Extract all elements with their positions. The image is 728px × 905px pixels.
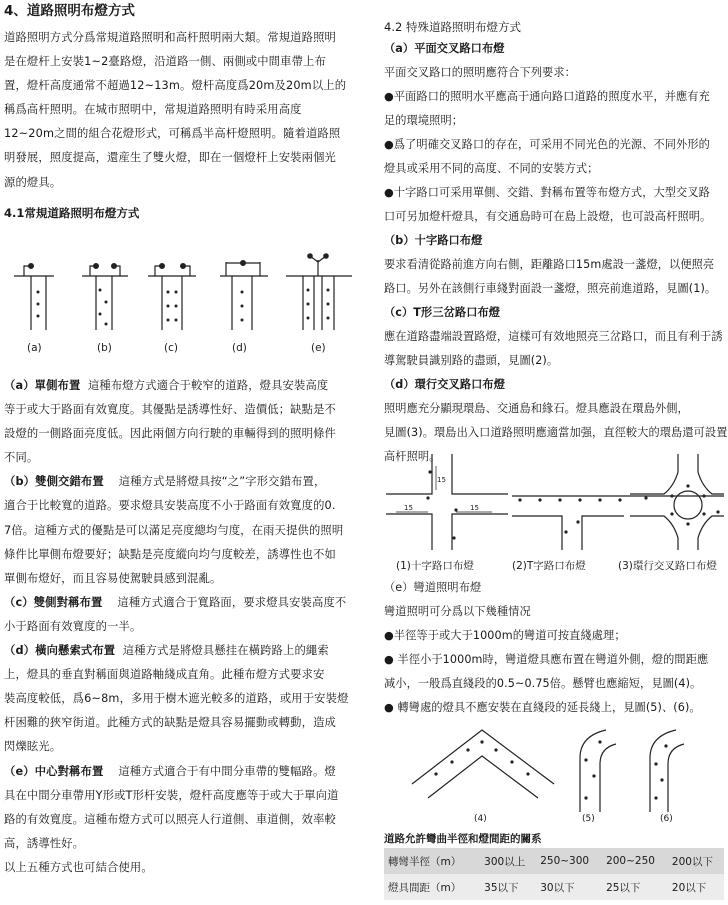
dim-15-top: 15 bbox=[437, 476, 446, 484]
item-a-head: （a）單側布置 bbox=[4, 379, 81, 392]
section-title-4: 4、道路照明布燈方式 bbox=[4, 3, 135, 19]
dim-15-left: 15 bbox=[404, 504, 413, 512]
layout-d-diagram bbox=[220, 261, 268, 330]
curve-5-inner bbox=[600, 744, 616, 812]
curve-figure bbox=[384, 718, 724, 814]
table-cell: 20以下 bbox=[668, 874, 724, 900]
road-layout-figure bbox=[0, 232, 352, 342]
table-cell: 200以下 bbox=[668, 848, 724, 874]
section-title-4-2: 4.2 特殊道路照明布燈方式 bbox=[384, 20, 521, 34]
section-title-4-1: 4.1常規道路照明布燈方式 bbox=[4, 206, 140, 220]
sub-e-title: （e）彎道照明布燈 bbox=[384, 581, 482, 594]
table-row bbox=[384, 874, 724, 900]
right-text-block-1: （a）平面交叉路口布燈 平面交叉路口的照明應符合下列要求： ●平面路口的照明水平應高于通向路口道路的照度水平，并應有充 足的環境照明； ●爲了明確交叉路口的存在，可采用不同光色的光源、不同外形的 燈具或采用不同的高度、不同的安裝方式； ●十字路口可采用單側、交錯、對稱布置等布燈方式，大型交叉路 口可另加燈杆燈具，有交通島時可在島上設燈，也可設高杆照明。 （b）十字路口布燈 要求看清從路前進方向右側，距離路口15m處設一盞燈，以便照亮 路口。另外在該側行車綫對面設一盞燈，照亮前進道路，見圖(1)。 （c）T形三岔路口布燈 應在道路盡端設置路燈，這樣可有效地照亮三岔路口，而且有利于誘 導駕駛員識别路的盡頭，見圖(2)。 （d）環行交叉路口布燈 照明應充分顯現環島、交通島和緣石。燈具應設在環島外側， 見圖(3)。環島出入口道路照明應適當加强，直徑較大的環島還可設置 高杆照明。 bbox=[384, 37, 728, 469]
closing-text: 以上五種方式也可結合使用。 bbox=[4, 860, 153, 874]
figure-label-e: (e) bbox=[311, 342, 326, 354]
item-a-line: （a）單側布置 這種布燈方式適合于較窄的道路，燈具安裝高度 bbox=[4, 379, 329, 392]
curve-label-6: (6) bbox=[660, 814, 673, 824]
curve-label-5: (5) bbox=[582, 814, 595, 824]
item-b-line: （b）雙側交錯布置 這種方式是將燈具按“之”字形交錯布置， bbox=[4, 475, 326, 489]
layout-b-diagram bbox=[82, 264, 128, 330]
radius-spacing-table bbox=[384, 848, 724, 900]
table-cell: 200~250 bbox=[602, 848, 668, 874]
item-e-head: （e）中心對稱布置 bbox=[4, 764, 104, 778]
sub-c-title: （c）T形三岔路口布燈 bbox=[384, 306, 501, 319]
curve-label-4: (4) bbox=[474, 814, 487, 824]
intersection-figure bbox=[384, 452, 724, 552]
roundabout-diagram bbox=[630, 454, 724, 550]
layout-a-diagram bbox=[14, 264, 54, 330]
figure-label-d: (d) bbox=[232, 342, 247, 354]
caption-crossroad: (1)十字路口布燈 bbox=[396, 560, 474, 572]
table-cell: 25以下 bbox=[602, 874, 668, 900]
figure-label-c: (c) bbox=[164, 342, 178, 354]
table-cell: 35以下 bbox=[480, 874, 536, 900]
caption-t-junction: (2)T字路口布燈 bbox=[512, 560, 586, 572]
sub-d-title: （d）環行交叉路口布燈 bbox=[384, 378, 505, 391]
item-b-head: （b）雙側交錯布置 bbox=[4, 475, 104, 489]
table-cell: 30以下 bbox=[536, 874, 602, 900]
table-cell: 300以上 bbox=[480, 848, 536, 874]
right-text-block-2: （e）彎道照明布燈 彎道照明可分爲以下幾種情况 ●半徑等于或大于1000m的彎道可按直綫處理； ● 半徑小于1000m時，彎道燈具應布置在彎道外側，燈的間距應 减小，一般爲直綫段的0.5~0.75倍。懸臂也應縮短，見圖(4)。 ● 轉彎處的燈具不應安裝在直綫段的延長綫上，見圖(5)、(6)。 bbox=[384, 576, 708, 720]
table-cell: 250~300 bbox=[536, 848, 602, 874]
curve-5-outer bbox=[580, 730, 606, 812]
caption-roundabout: (3)環行交叉路口布燈 bbox=[618, 560, 717, 572]
figure-label-a: (a) bbox=[27, 342, 42, 354]
table-title: 道路允許彎曲半徑和燈間距的關系 bbox=[384, 833, 542, 845]
item-e-line: （e）中心對稱布置 這種方式適合于有中間分車帶的雙幅路。燈 bbox=[4, 764, 336, 778]
layout-c-diagram bbox=[148, 264, 196, 330]
dim-15-right: 15 bbox=[470, 504, 479, 512]
curve-6-inner bbox=[668, 744, 684, 812]
item-d-line: （d）橫向懸索式布置 這種方式是將燈具懸挂在橫跨路上的繩索 bbox=[4, 644, 329, 658]
item-d-head: （d）橫向懸索式布置 bbox=[4, 644, 116, 658]
sub-a-title: （a）平面交叉路口布燈 bbox=[384, 42, 505, 55]
sub-b-title: （b）十字路口布燈 bbox=[384, 234, 483, 247]
table-cell: 燈具間距（m） bbox=[384, 874, 480, 900]
t-junction-diagram bbox=[512, 496, 724, 550]
layout-e-diagram bbox=[286, 254, 352, 330]
crossroad-diagram bbox=[386, 454, 508, 550]
table-cell: 轉彎半徑（m） bbox=[384, 848, 480, 874]
curve-6-outer bbox=[650, 730, 676, 812]
layout-descriptions: （a）單側布置 這種布燈方式適合于較窄的道路，燈具安裝高度 等于或大于路面有效寬度。其優點是誘導性好、造價低；缺點是不 設燈的一側路面亮度低。因此兩個方向行駛的車輛得到的照明條件 不同。 （b）雙側交錯布置 這種方式是將燈具按“之”字形交錯布置， 適合于比較寬的道路。要求燈具安裝高度不小于路面有效寬度的0. 7倍。這種方式的優點是可以滿足亮度總均勻度，在雨天提供的照明 條件比單側布燈要好；缺點是亮度縱向均勻度較差，誘導性也不如 單側布燈好，而且容易使駕駛員感到混亂。 （c）雙側對稱布置 這種方式適合于寬路面，要求燈具安裝高度不 小于路面有效寬度的一半。 （d）橫向懸索式布置 這種方式是將燈具懸挂在橫跨路上的繩索 上，燈具的垂直對稱面與道路軸綫成直角。此種布燈方式要求安 裝高度較低，爲6~8m，多用于樹木遮光較多的道路，或用于安裝燈 杆困難的狹窄街道。此種方式的缺點是燈具容易擺動或轉動，造成 閃爍眩光。 （e）中心對稱布置 這種方式適合于有中間分車帶的雙幅路。燈 具在中間分車帶用Y形或T形杆安裝，燈杆高度應等于或大于單向道 路的有效寬度。這種布燈方式可以照亮人行道側、車道側，效率較 高，誘導性好。 以上五種方式也可結合使用。 bbox=[4, 374, 349, 880]
curve-4-inner bbox=[428, 756, 538, 798]
intro-paragraph: 道路照明方式分爲常規道路照明和高杆照明兩大類。常規道路照明 是在燈杆上安裝1~2臺路燈，沿道路一側、兩側或中間車帶上布 置，燈杆高度通常不超過12~13m。燈杆高度爲20m及20m以上的 稱爲高杆照明。在城市照明中，常規道路照明有時采用高度 12~20m之間的組合花燈形式，可稱爲半高杆燈照明。隨着道路照 明發展，照度提高，還産生了雙火燈，即在一個燈杆上安裝兩個光 源的燈具。 bbox=[4, 31, 347, 189]
figure-label-b: (b) bbox=[97, 342, 112, 354]
item-c-head: （c）雙側對稱布置 bbox=[4, 595, 103, 609]
table-row bbox=[384, 848, 724, 874]
item-c-line: （c）雙側對稱布置 這種方式適合于寬路面，要求燈具安裝高度不 bbox=[4, 595, 347, 609]
